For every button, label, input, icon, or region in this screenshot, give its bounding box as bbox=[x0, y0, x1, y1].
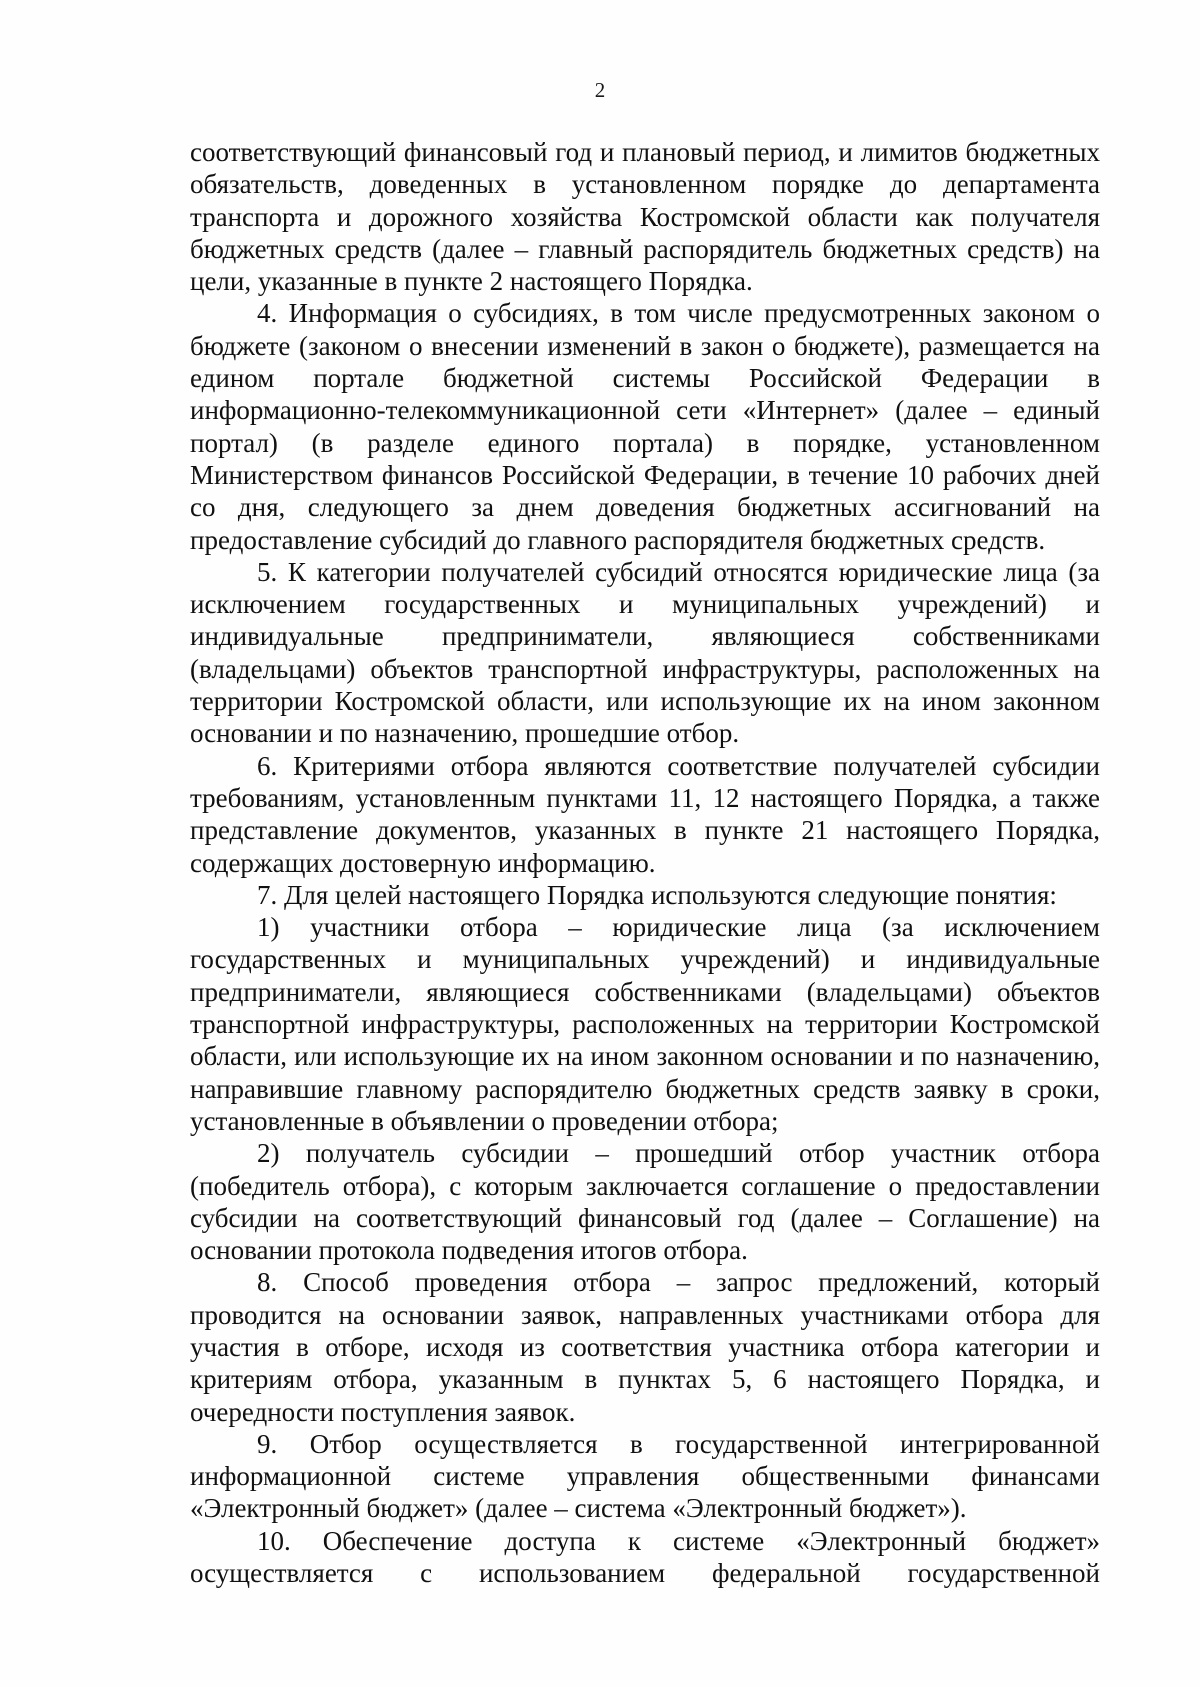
document-body bbox=[190, 136, 1100, 1589]
paragraph-7-item-1: 1) участники отбора – юридические лица (за исключением государственных и муниципальных учреждений) и индивидуальные предприниматели, являющиеся собственниками (владельцами) объектов транспортной инфраструктуры, расположенных на территории Костромской области, или использующие их на ином законном основании и по назначению, направившие главному распорядителю бюджетных средств заявку в сроки, установленные в объявлении о проведении отбора; bbox=[190, 912, 1100, 1136]
paragraph-4: 4. Информация о субсидиях, в том числе предусмотренных законом о бюджете (законом о внесении изменений в закон о бюджете), размещается на едином портале бюджетной системы Российской Федерации в информационно-телекоммуникационной сети «Интернет» (далее – единый портал) (в разделе единого портала) в порядке, установленном Министерством финансов Российской Федерации, в течение 10 рабочих дней со дня, следующего за днем доведения бюджетных ассигнований на предоставление субсидий до главного распорядителя бюджетных средств. bbox=[190, 298, 1100, 555]
paragraph-7: 7. Для целей настоящего Порядка используются следующие понятия: bbox=[257, 879, 1057, 910]
paragraph-7-item-2: 2) получатель субсидии – прошедший отбор участник отбора (победитель отбора), с которым заключается соглашение о предоставлении субсидии на соответствующий финансовый год (далее – Соглашение) на основании протокола подведения итогов отбора. bbox=[190, 1138, 1100, 1266]
paragraph-6: 6. Критериями отбора являются соответствие получателей субсидии требованиям, установленным пунктами 11, 12 настоящего Порядка, а также представление документов, указанных в пункте 21 настоящего Порядка, содержащих достоверную информацию. bbox=[190, 750, 1100, 878]
page-number: 2 bbox=[594, 78, 606, 102]
paragraph-8: 8. Способ проведения отбора – запрос предложений, который проводится на основании заявок, направленных участниками отбора для участия в отборе, исходя из соответствия участника отбора категории и критериям отбора, указанным в пунктах 5, 6 настоящего Порядка, и очередности поступления заявок. bbox=[190, 1267, 1100, 1427]
paragraph-9: 9. Отбор осуществляется в государственной интегрированной информационной системе управления общественными финансами «Электронный бюджет» (далее – система «Электронный бюджет»). bbox=[190, 1428, 1100, 1524]
paragraph-3-continuation: соответствующий финансовый год и плановый период, и лимитов бюджетных обязательств, доведенных в установленном порядке до департамента транспорта и дорожного хозяйства Костромской области как получателя бюджетных средств (далее – главный распорядитель бюджетных средств) на цели, указанные в пункте 2 настоящего Порядка. bbox=[190, 137, 1100, 297]
paragraph-5: 5. К категории получателей субсидий относятся юридические лица (за исключением государственных и муниципальных учреждений) и индивидуальные предприниматели, являющиеся собственниками (владельцами) объектов транспортной инфраструктуры, расположенных на территории Костромской области, или использующие их на ином законном основании и по назначению, прошедшие отбор. bbox=[190, 556, 1100, 749]
paragraph-10: 10. Обеспечение доступа к системе «Электронный бюджет» осуществляется с использованием федеральной государственной bbox=[190, 1525, 1100, 1589]
